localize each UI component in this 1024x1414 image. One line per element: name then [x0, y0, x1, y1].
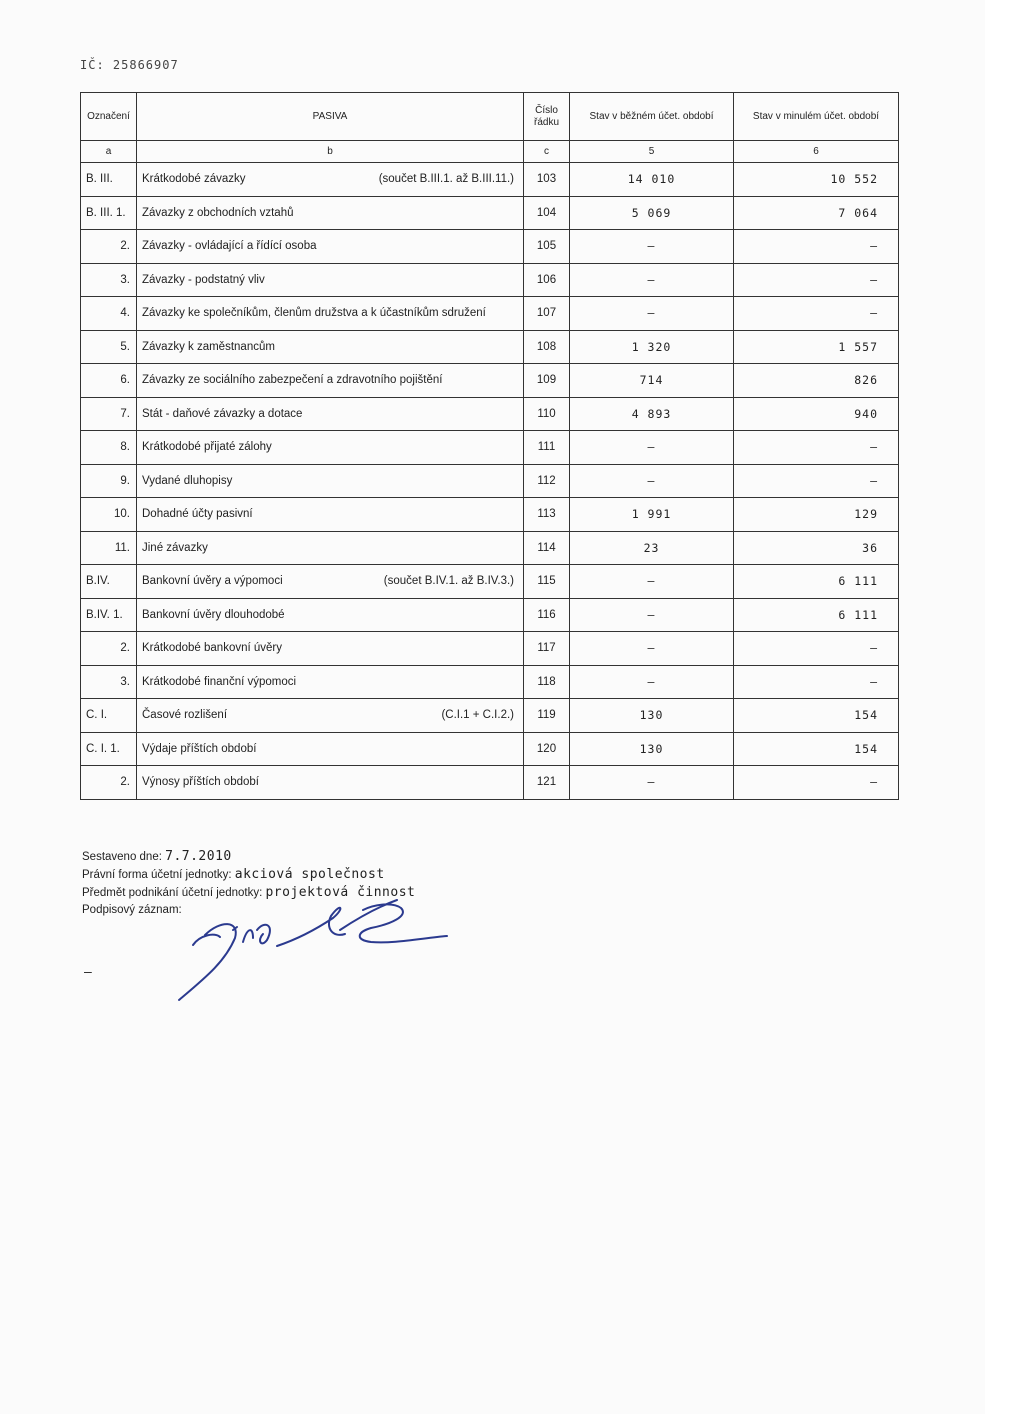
row-line-number: 107	[524, 297, 570, 331]
row-description: Výnosy příštích období	[142, 776, 259, 789]
row-current-value: 14 010	[570, 163, 734, 197]
row-current-value: 5 069	[570, 196, 734, 230]
row-line-number: 104	[524, 196, 570, 230]
table-row	[81, 498, 899, 532]
row-description-cell	[137, 263, 524, 297]
header-current-period: Stav v běžném účet. období	[570, 93, 734, 141]
row-previous-value: 6 111	[734, 598, 899, 632]
row-current-value: 1 320	[570, 330, 734, 364]
row-description: Krátkodobé finanční výpomoci	[142, 675, 297, 688]
row-previous-value: 1 557	[734, 330, 899, 364]
row-description: Jiné závazky	[142, 541, 208, 554]
row-description: Krátkodobé přijaté zálohy	[142, 441, 272, 454]
row-current-value: 23	[570, 531, 734, 565]
subheader-6: 6	[734, 141, 899, 163]
row-description: Závazky k zaměstnancům	[142, 340, 275, 353]
handwritten-signature	[165, 890, 455, 1010]
table-subheader-row	[81, 141, 899, 163]
row-description-cell	[137, 196, 524, 230]
row-description: Bankovní úvěry dlouhodobé	[142, 608, 285, 621]
row-designation: C. I. 1.	[81, 732, 137, 766]
row-line-number: 111	[524, 431, 570, 465]
row-current-value: –	[570, 766, 734, 800]
row-current-value: –	[570, 297, 734, 331]
row-line-number: 121	[524, 766, 570, 800]
row-description: Závazky ke společníkům, členům družstva a k účastníkům sdružení	[142, 307, 486, 320]
row-description-cell	[137, 732, 524, 766]
row-previous-value: –	[734, 263, 899, 297]
row-designation: 2.	[81, 230, 137, 264]
row-designation: B.IV.	[81, 565, 137, 599]
table-row	[81, 732, 899, 766]
row-previous-value: 7 064	[734, 196, 899, 230]
row-line-number: 115	[524, 565, 570, 599]
row-current-value: –	[570, 431, 734, 465]
row-designation: 4.	[81, 297, 137, 331]
row-description-cell	[137, 598, 524, 632]
row-line-number: 105	[524, 230, 570, 264]
header-designation: Označení	[81, 93, 137, 141]
row-previous-value: –	[734, 297, 899, 331]
table-row	[81, 397, 899, 431]
row-description: Krátkodobé bankovní úvěry	[142, 642, 283, 655]
table-row	[81, 163, 899, 197]
row-description: Bankovní úvěry a výpomoci	[142, 575, 283, 588]
row-line-number: 119	[524, 699, 570, 733]
row-sum-note: (součet B.IV.1. až B.IV.3.)	[383, 575, 514, 588]
row-current-value: –	[570, 464, 734, 498]
compiled-date-label: Sestaveno dne:	[82, 851, 162, 863]
row-current-value: –	[570, 230, 734, 264]
row-description: Závazky z obchodních vztahů	[142, 206, 294, 219]
table-row	[81, 531, 899, 565]
row-description: Časové rozlišení	[142, 709, 228, 722]
table-row	[81, 464, 899, 498]
row-designation: B. III.	[81, 163, 137, 197]
table-row	[81, 598, 899, 632]
table-row	[81, 330, 899, 364]
row-line-number: 117	[524, 632, 570, 666]
row-description: Krátkodobé závazky	[142, 173, 246, 186]
row-description-cell	[137, 330, 524, 364]
row-description-cell	[137, 665, 524, 699]
row-line-number: 120	[524, 732, 570, 766]
table-row	[81, 364, 899, 398]
compiled-date-value: 7.7.2010	[165, 849, 232, 864]
company-id: IČ: 25866907	[80, 58, 179, 72]
row-description-cell	[137, 163, 524, 197]
row-previous-value: –	[734, 665, 899, 699]
row-line-number: 110	[524, 397, 570, 431]
row-description: Závazky - ovládající a řídící osoba	[142, 240, 317, 253]
row-line-number: 118	[524, 665, 570, 699]
row-description-cell	[137, 364, 524, 398]
row-description-cell	[137, 230, 524, 264]
row-current-value: –	[570, 565, 734, 599]
row-previous-value: 940	[734, 397, 899, 431]
table-header-row	[81, 93, 899, 141]
table-row	[81, 230, 899, 264]
row-description-cell	[137, 699, 524, 733]
row-line-number: 103	[524, 163, 570, 197]
table-row	[81, 766, 899, 800]
footer-dash: –	[84, 963, 92, 979]
row-designation: 11.	[81, 531, 137, 565]
table-row	[81, 565, 899, 599]
compiled-date-line	[82, 848, 415, 866]
row-designation: 9.	[81, 464, 137, 498]
row-previous-value: 36	[734, 531, 899, 565]
row-designation: 2.	[81, 632, 137, 666]
legal-form-line	[82, 866, 415, 884]
row-line-number: 113	[524, 498, 570, 532]
row-line-number: 114	[524, 531, 570, 565]
row-current-value: 4 893	[570, 397, 734, 431]
row-designation: 8.	[81, 431, 137, 465]
table-row	[81, 263, 899, 297]
row-designation: 7.	[81, 397, 137, 431]
row-line-number: 106	[524, 263, 570, 297]
row-description: Dohadné účty pasivní	[142, 508, 253, 521]
row-previous-value: 6 111	[734, 565, 899, 599]
row-description-cell	[137, 498, 524, 532]
header-previous-period: Stav v minulém účet. období	[734, 93, 899, 141]
row-description: Závazky - podstatný vliv	[142, 273, 265, 286]
row-previous-value: –	[734, 464, 899, 498]
row-previous-value: –	[734, 632, 899, 666]
table-row	[81, 632, 899, 666]
subheader-c: c	[524, 141, 570, 163]
row-previous-value: –	[734, 766, 899, 800]
row-previous-value: –	[734, 230, 899, 264]
row-description-cell	[137, 431, 524, 465]
header-line-number: Číslo řádku	[524, 93, 570, 141]
subheader-5: 5	[570, 141, 734, 163]
row-description-cell	[137, 297, 524, 331]
table-row	[81, 431, 899, 465]
table-row	[81, 665, 899, 699]
row-previous-value: 129	[734, 498, 899, 532]
row-designation: 6.	[81, 364, 137, 398]
row-designation: B.IV. 1.	[81, 598, 137, 632]
page-margin	[985, 0, 1024, 1414]
row-description: Výdaje příštích období	[142, 742, 257, 755]
legal-form-value: akciová společnost	[234, 867, 385, 882]
row-previous-value: 10 552	[734, 163, 899, 197]
row-description: Vydané dluhopisy	[142, 474, 233, 487]
row-current-value: 130	[570, 699, 734, 733]
row-current-value: –	[570, 598, 734, 632]
row-line-number: 108	[524, 330, 570, 364]
business-activity-label: Předmět podnikání účetní jednotky:	[82, 887, 263, 899]
row-description-cell	[137, 632, 524, 666]
row-designation: 3.	[81, 263, 137, 297]
row-designation: 2.	[81, 766, 137, 800]
row-current-value: –	[570, 665, 734, 699]
business-activity-value: projektová činnost	[265, 885, 416, 900]
row-designation: C. I.	[81, 699, 137, 733]
row-previous-value: –	[734, 431, 899, 465]
row-description-cell	[137, 531, 524, 565]
row-current-value: –	[570, 632, 734, 666]
row-description-cell	[137, 464, 524, 498]
row-designation: 5.	[81, 330, 137, 364]
row-description-cell	[137, 766, 524, 800]
row-description: Stát - daňové závazky a dotace	[142, 407, 303, 420]
header-liabilities: PASIVA	[137, 93, 524, 141]
row-description-cell	[137, 565, 524, 599]
row-current-value: 1 991	[570, 498, 734, 532]
row-previous-value: 154	[734, 732, 899, 766]
row-current-value: 714	[570, 364, 734, 398]
row-previous-value: 826	[734, 364, 899, 398]
table-row	[81, 699, 899, 733]
row-line-number: 109	[524, 364, 570, 398]
row-designation: 10.	[81, 498, 137, 532]
subheader-a: a	[81, 141, 137, 163]
table-row	[81, 297, 899, 331]
subheader-b: b	[137, 141, 524, 163]
row-line-number: 112	[524, 464, 570, 498]
row-previous-value: 154	[734, 699, 899, 733]
row-sum-note: (součet B.III.1. až B.III.11.)	[378, 173, 514, 186]
row-sum-note: (C.I.1 + C.I.2.)	[441, 709, 514, 722]
table-row	[81, 196, 899, 230]
row-designation: B. III. 1.	[81, 196, 137, 230]
row-line-number: 116	[524, 598, 570, 632]
signature-label: Podpisový záznam:	[82, 904, 182, 916]
row-description: Závazky ze sociálního zabezpečení a zdravotního pojištění	[142, 374, 443, 387]
legal-form-label: Právní forma účetní jednotky:	[82, 869, 232, 881]
row-description-cell	[137, 397, 524, 431]
row-designation: 3.	[81, 665, 137, 699]
balance-sheet-liabilities-table	[80, 92, 899, 800]
row-current-value: 130	[570, 732, 734, 766]
row-current-value: –	[570, 263, 734, 297]
